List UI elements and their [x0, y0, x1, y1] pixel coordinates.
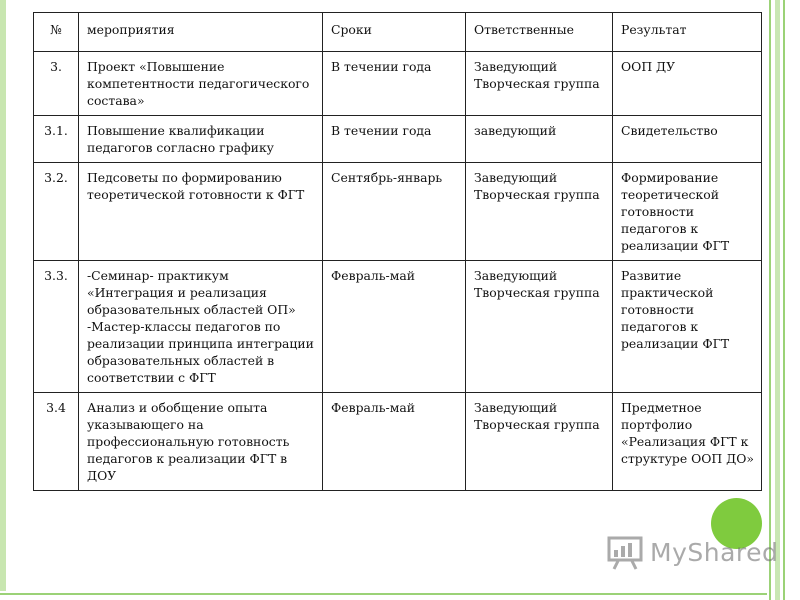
- cell-number: 3.3.: [34, 261, 79, 393]
- cell-responsible: Заведующий Творческая группа: [466, 163, 613, 261]
- presentation-board-icon: [606, 534, 644, 570]
- cell-dates: В течении года: [323, 52, 466, 116]
- cell-responsible: Заведующий Творческая группа: [466, 52, 613, 116]
- cell-dates: Февраль-май: [323, 393, 466, 491]
- cell-activity: Педсоветы по формированию теоретической готовности к ФГТ: [79, 163, 323, 261]
- frame-line: [769, 0, 771, 600]
- cell-activity: Проект «Повышение компетентности педагогического состава»: [79, 52, 323, 116]
- cell-number: 3.2.: [34, 163, 79, 261]
- cell-dates: Сентябрь-январь: [323, 163, 466, 261]
- cell-result: Формирование теоретической готовности педагогов к реализации ФГТ: [613, 163, 762, 261]
- cell-activity: Анализ и обобщение опыта указывающего на профессиональную готовность педагогов к реализации ФГТ в ДОУ: [79, 393, 323, 491]
- table-row: [34, 261, 762, 393]
- table-row: [34, 52, 762, 116]
- frame-line: [775, 0, 780, 600]
- cell-number: 3.: [34, 52, 79, 116]
- cell-responsible: Заведующий Творческая группа: [466, 393, 613, 491]
- cell-result: ООП ДУ: [613, 52, 762, 116]
- slide-frame-bottom: [0, 591, 767, 600]
- cell-number: 3.1.: [34, 116, 79, 163]
- header-cell-number: №: [34, 13, 79, 52]
- cell-activity: Повышение квалификации педагогов согласно графику: [79, 116, 323, 163]
- table-row: [34, 163, 762, 261]
- table-row: [34, 393, 762, 491]
- slide-frame-right: [767, 0, 800, 600]
- table-header-row: [34, 13, 762, 52]
- cell-activity: -Семинар- практикум «Интеграция и реализация образовательных областей ОП» -Мастер-классы педагогов по реализации принципа интеграции образовательных областей в соответствии с ФГТ: [79, 261, 323, 393]
- cell-result: Свидетельство: [613, 116, 762, 163]
- plan-table: [33, 12, 762, 491]
- table-row: [34, 116, 762, 163]
- cell-result: Предметное портфолио «Реализация ФГТ к структуре ООП ДО»: [613, 393, 762, 491]
- slide-frame-left: [0, 0, 6, 600]
- frame-line: [0, 593, 767, 595]
- cell-responsible: заведующий: [466, 116, 613, 163]
- cell-number: 3.4: [34, 393, 79, 491]
- header-cell-dates: Сроки: [323, 13, 466, 52]
- frame-line: [783, 0, 785, 600]
- header-cell-activity: мероприятия: [79, 13, 323, 52]
- cell-responsible: Заведующий Творческая группа: [466, 261, 613, 393]
- cell-dates: Февраль-май: [323, 261, 466, 393]
- watermark: [606, 530, 778, 574]
- cell-result: Развитие практической готовности педагогов к реализации ФГТ: [613, 261, 762, 393]
- cell-dates: В течении года: [323, 116, 466, 163]
- watermark-text: MyShared: [650, 537, 779, 567]
- header-cell-result: Результат: [613, 13, 762, 52]
- header-cell-responsible: Ответственные: [466, 13, 613, 52]
